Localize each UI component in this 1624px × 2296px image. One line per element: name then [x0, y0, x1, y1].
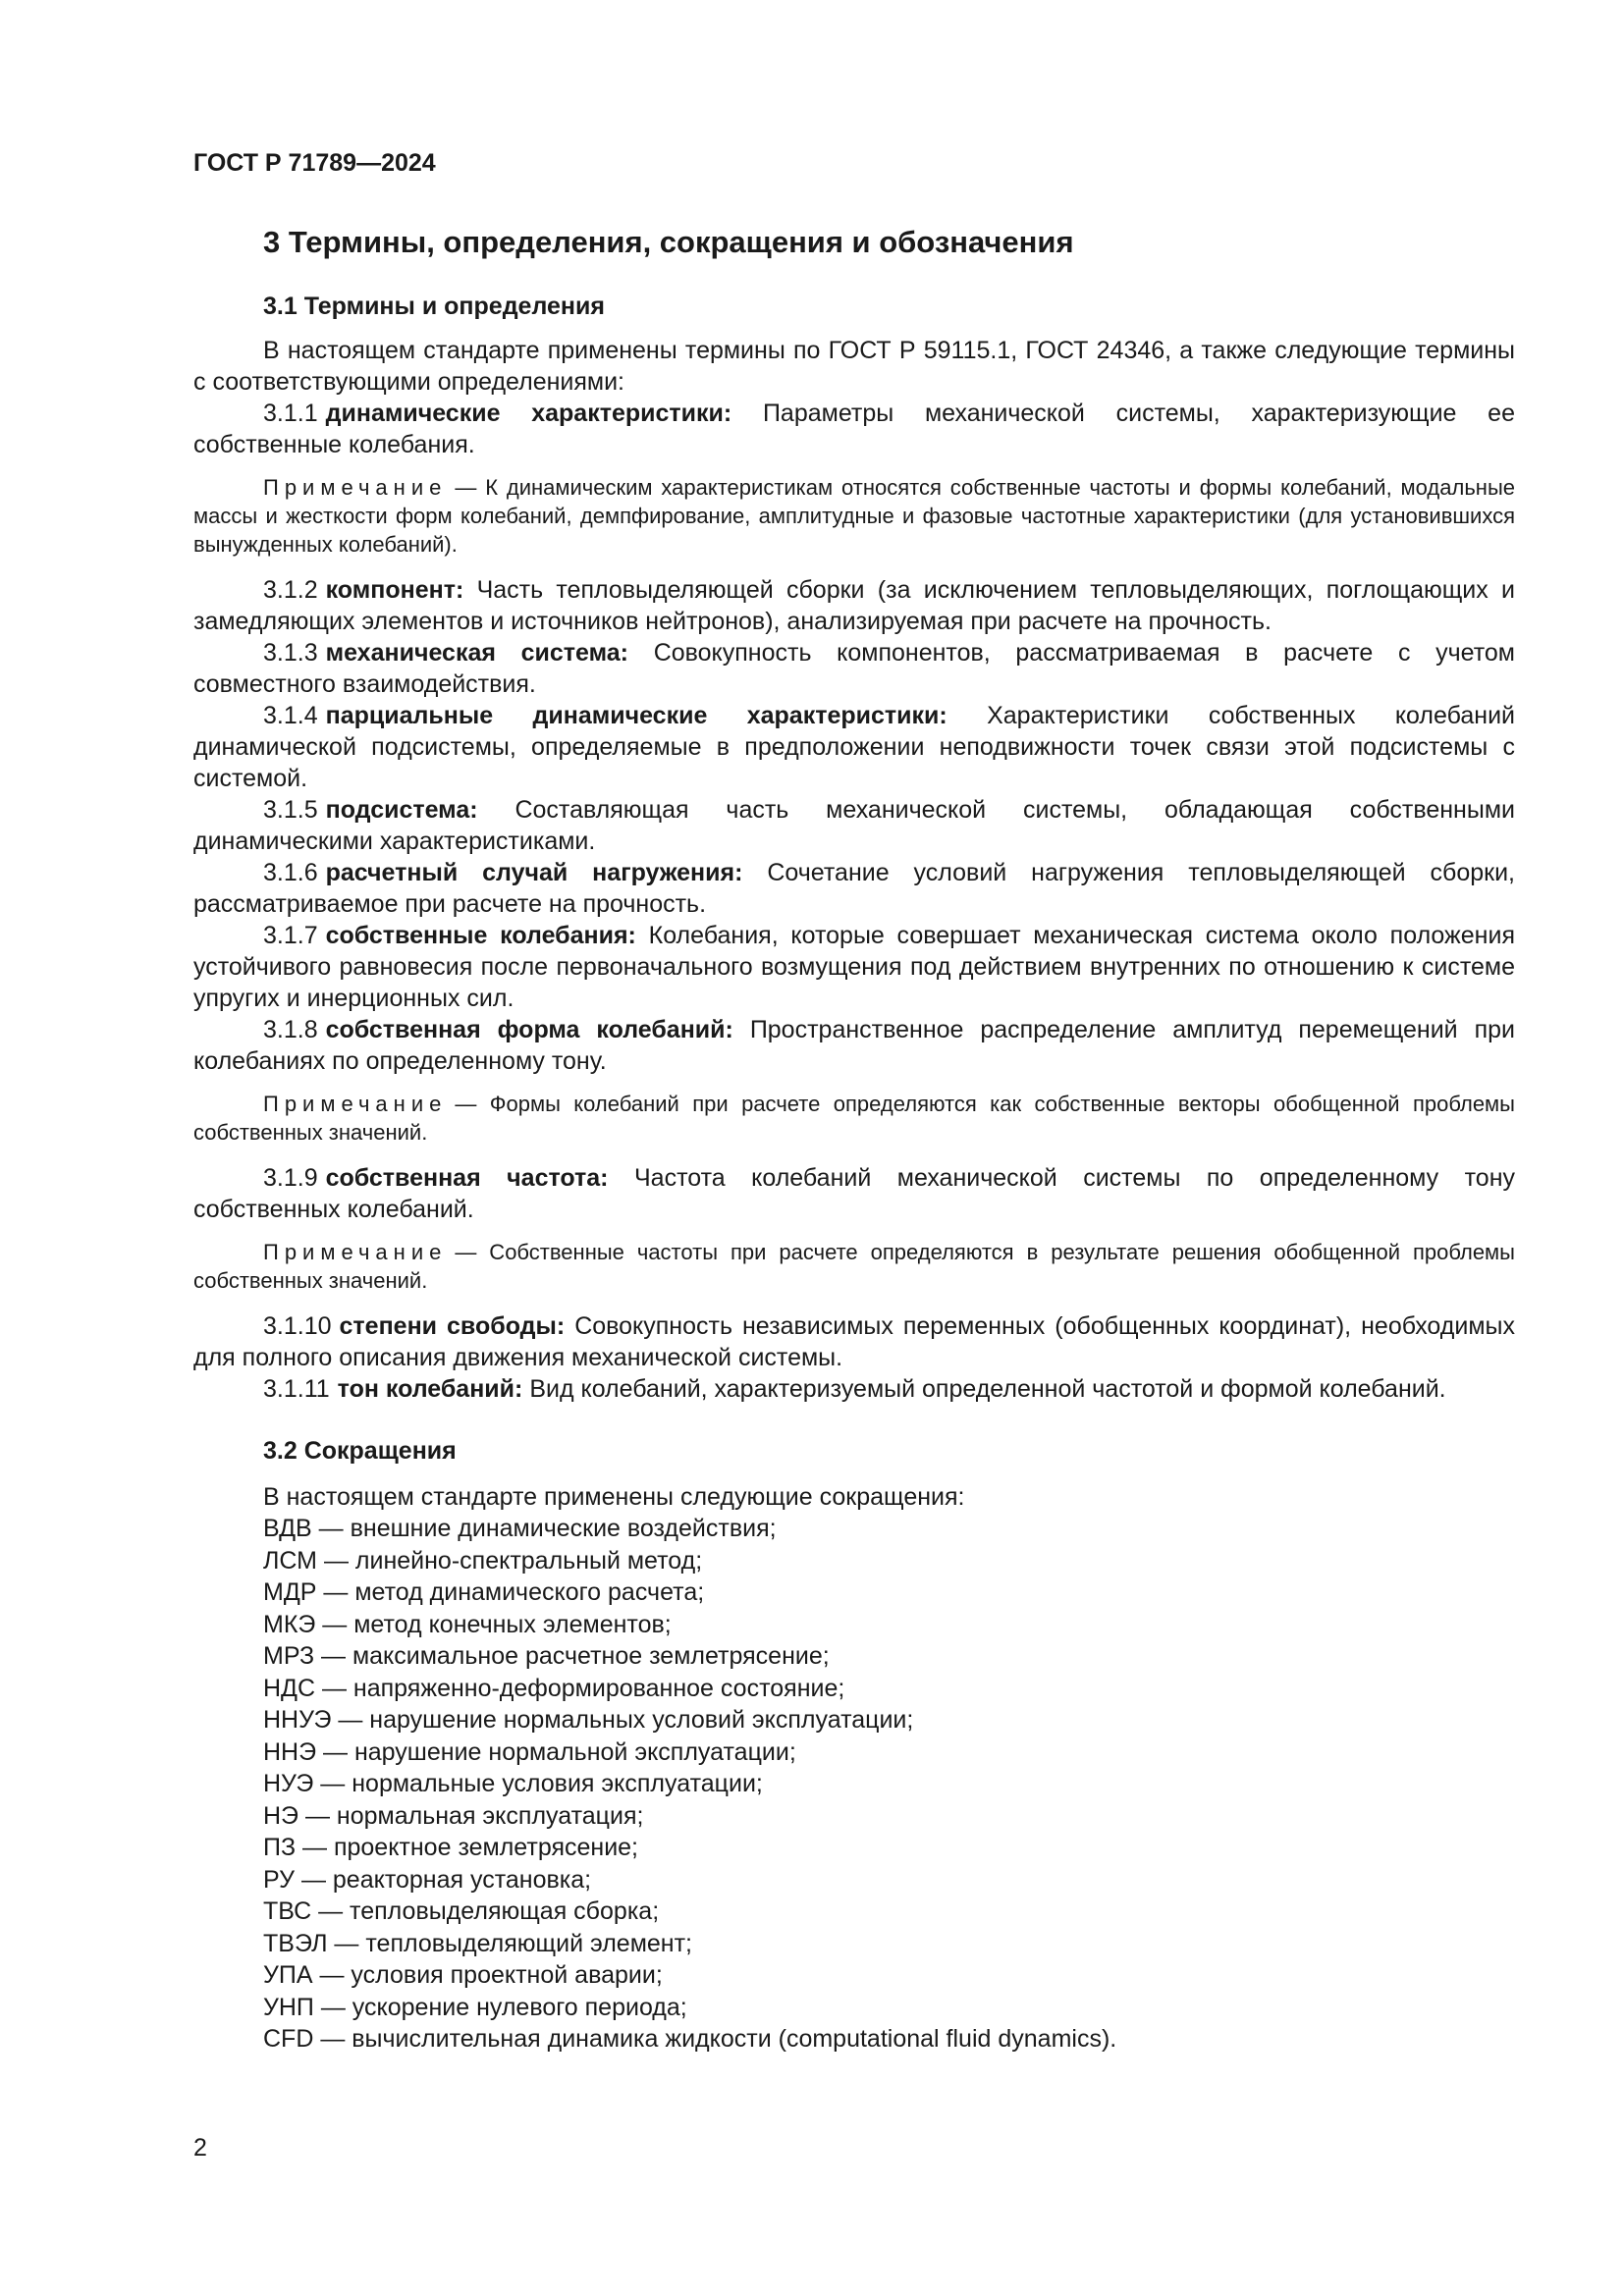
term-number: 3.1.6 [263, 859, 318, 886]
term-name: расчетный случай нагружения: [325, 859, 743, 886]
abbreviations-subsection-title: 3.2 Сокращения [263, 1437, 457, 1465]
abbreviation-item: ННУЭ — нарушение нормальных условий эксплуатации; [263, 1706, 914, 1734]
note-3-1-1 [193, 473, 1515, 559]
term-definition: Параметры механической системы, характеризующие ее собственные колебания. [193, 400, 1515, 458]
abbreviation-item: НЭ — нормальная эксплуатация; [263, 1801, 644, 1830]
term-number: 3.1.4 [263, 702, 318, 729]
note-text: — Формы колебаний при расчете определяются как собственные векторы обобщенной проблемы собственных значений. [193, 1092, 1515, 1145]
note-text: — К динамическим характеристикам относятся собственные частоты и формы колебаний, модальные массы и жесткости форм колебаний, демпфирование, амплитудные и фазовые частотные характеристики (для установившихся вынужденных колебаний). [193, 475, 1515, 557]
term-definition: Вид колебаний, характеризуемый определенной частотой и формой колебаний. [529, 1375, 1446, 1403]
term-name: парциальные динамические характеристики: [325, 702, 947, 729]
page-number: 2 [193, 2134, 207, 2162]
term-name: подсистема: [325, 796, 478, 824]
document-header-id: ГОСТ Р 71789—2024 [193, 149, 436, 177]
term-definition: Колебания, которые совершает механическая система около положения устойчивого равновесия после первоначального возмущения под действием внутренних по отношению к системе упругих и инерционных сил. [193, 922, 1515, 1012]
section-title: 3 Термины, определения, сокращения и обозначения [263, 225, 1074, 259]
abbreviation-item: УПА — условия проектной аварии; [263, 1961, 663, 1989]
term-definition: Пространственное распределение амплитуд перемещений при колебаниях по определенному тону. [193, 1016, 1515, 1075]
abbreviation-item: НДС — напряженно-деформированное состояние; [263, 1674, 845, 1702]
note-label: Примечание [263, 1092, 448, 1116]
term-definition: Характеристики собственных колебаний динамической подсистемы, определяемые в предположении неподвижности точек связи этой подсистемы с системой. [193, 702, 1515, 792]
term-name: механическая система: [325, 639, 629, 667]
term-name: собственная частота: [325, 1164, 609, 1192]
term-3-1-6 [193, 857, 1515, 920]
abbreviation-item: УНП — ускорение нулевого периода; [263, 1993, 687, 2021]
term-name: собственные колебания: [325, 922, 636, 949]
term-3-1-8 [193, 1014, 1515, 1077]
terms-subsection-title: 3.1 Термины и определения [263, 293, 605, 320]
term-number: 3.1.10 [263, 1312, 332, 1340]
abbreviation-item: CFD — вычислительная динамика жидкости (computational fluid dynamics). [263, 2025, 1117, 2053]
term-name: динамические характеристики: [325, 400, 732, 427]
term-definition: Сочетание условий нагружения тепловыделяющей сборки, рассматриваемое при расчете на прочность. [193, 859, 1515, 918]
abbreviation-item: НУЭ — нормальные условия эксплуатации; [263, 1770, 763, 1797]
term-name: тон колебаний: [337, 1375, 523, 1403]
abbreviation-item: МКЭ — метод конечных элементов; [263, 1610, 672, 1638]
note-text: — Собственные частоты при расчете определяются в результате решения обобщенной проблемы собственных значений. [193, 1240, 1515, 1293]
terms-intro: В настоящем стандарте применены термины по ГОСТ Р 59115.1, ГОСТ 24346, а также следующие термины с соответствующими определениями: [193, 337, 1515, 396]
note-3-1-8 [193, 1090, 1515, 1147]
term-3-1-10 [193, 1310, 1515, 1373]
term-3-1-5 [193, 794, 1515, 857]
abbreviation-item: ВДВ — внешние динамические воздействия; [263, 1515, 777, 1542]
term-3-1-7 [193, 920, 1515, 1014]
term-number: 3.1.5 [263, 796, 318, 824]
abbreviation-item: ННЭ — нарушение нормальной эксплуатации; [263, 1737, 796, 1766]
abbreviations-intro: В настоящем стандарте применены следующие сокращения: [263, 1483, 965, 1511]
abbreviation-item: МДР — метод динамического расчета; [263, 1578, 705, 1606]
term-3-1-3 [193, 637, 1515, 700]
term-name: степени свободы: [339, 1312, 566, 1340]
term-number: 3.1.11 [263, 1375, 330, 1403]
abbreviation-item: РУ — реакторная установка; [263, 1865, 592, 1894]
abbreviation-item: ТВЭЛ — тепловыделяющий элемент; [263, 1929, 692, 1957]
term-number: 3.1.2 [263, 576, 318, 604]
term-number: 3.1.7 [263, 922, 318, 949]
note-label: Примечание [263, 1240, 448, 1264]
term-definition: Часть тепловыделяющей сборки (за исключением тепловыделяющих, поглощающих и замедляющих элементов и источников нейтронов), анализируемая при расчете на прочность. [193, 576, 1515, 635]
abbreviation-item: ПЗ — проектное землетрясение; [263, 1834, 639, 1861]
term-definition: Частота колебаний механической системы по определенному тону собственных колебаний. [193, 1164, 1515, 1223]
abbreviation-item: ЛСМ — линейно-спектральный метод; [263, 1546, 703, 1575]
term-3-1-9 [193, 1162, 1515, 1225]
term-number: 3.1.3 [263, 639, 318, 667]
term-3-1-4 [193, 700, 1515, 794]
term-name: собственная форма колебаний: [325, 1016, 733, 1043]
abbreviations-list [193, 1513, 1515, 2056]
abbreviation-item: МРЗ — максимальное расчетное землетрясение; [263, 1642, 830, 1670]
term-3-1-1 [193, 398, 1515, 460]
term-name: компонент: [325, 576, 464, 604]
term-number: 3.1.8 [263, 1016, 318, 1043]
note-label: Примечание [263, 475, 448, 500]
note-3-1-9 [193, 1238, 1515, 1295]
term-number: 3.1.1 [263, 400, 318, 427]
term-3-1-2 [193, 574, 1515, 637]
term-3-1-11 [193, 1373, 1515, 1405]
term-definition: Совокупность компонентов, рассматриваемая в расчете с учетом совместного взаимодействия. [193, 639, 1515, 698]
term-definition: Совокупность независимых переменных (обобщенных координат), необходимых для полного описания движения механической системы. [193, 1312, 1515, 1371]
abbreviation-item: ТВС — тепловыделяющая сборка; [263, 1897, 660, 1925]
term-definition: Составляющая часть механической системы, обладающая собственными динамическими характеристиками. [193, 796, 1515, 855]
term-number: 3.1.9 [263, 1164, 318, 1192]
page-content [193, 216, 1515, 2056]
